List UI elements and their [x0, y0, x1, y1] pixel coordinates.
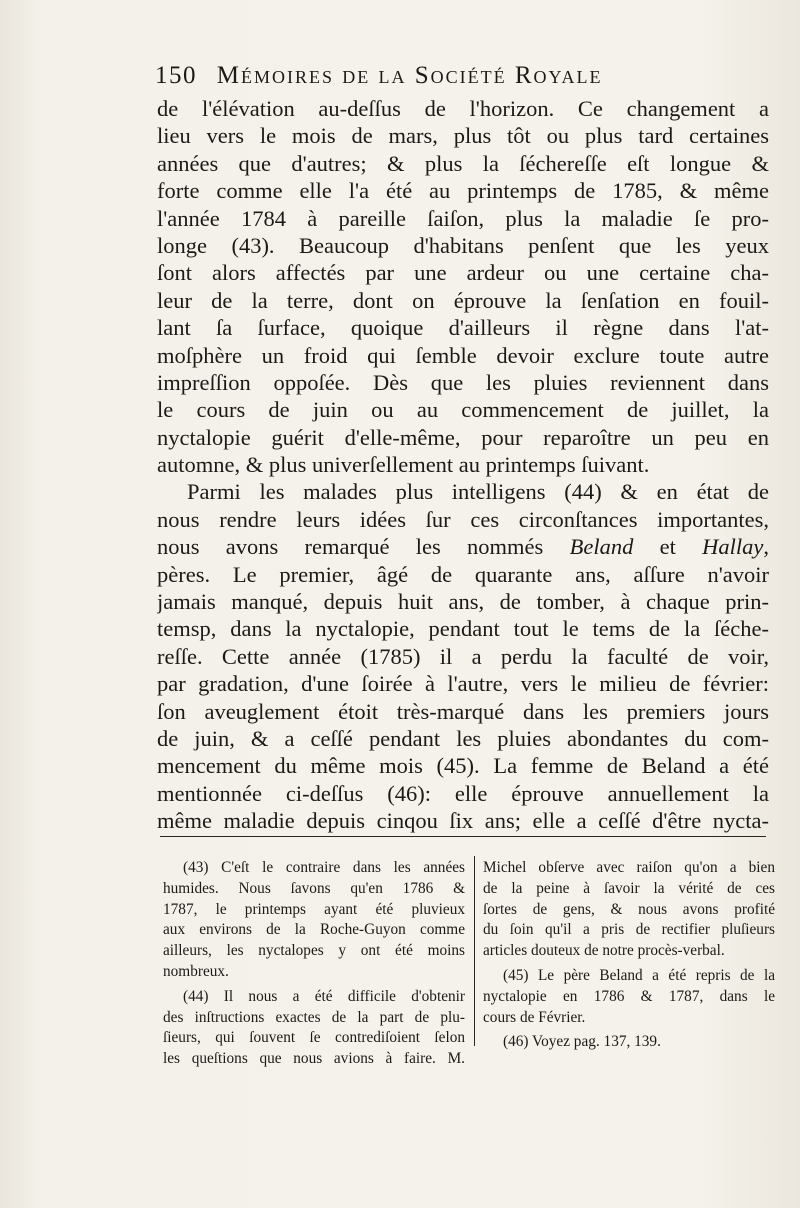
text-fragment: et [633, 534, 703, 560]
text-line: ſon aveuglement étoit très-marqué dans les premiers jours [157, 698, 769, 724]
footnote-line: ſieurs, qui ſouvent ſe contrediſoient ſelon [163, 1029, 465, 1047]
footnote-line: cours de Février. [483, 1008, 586, 1026]
footnote-line: ailleurs, les nyctalopes y ont été moins [163, 942, 465, 960]
text-line: impreſſion oppoſée. Dès que les pluies reviennent dans [157, 369, 769, 395]
footnote-line: nyctalopie en 1786 & 1787, dans le [483, 987, 775, 1005]
footnote-line: nombreux. [163, 962, 229, 980]
text-line: mentionnée ci-deſſus (46): elle éprouve annuellement la [157, 780, 769, 806]
footnote-line: 1787, le printemps ayant été pluvieux [163, 900, 465, 918]
footnote-line: articles douteux de notre procès-verbal. [483, 942, 725, 960]
text-line: temsp, dans la nyctalopie, pendant tout le tems de la ſéche- [157, 616, 769, 642]
footnote-line: (46) Voyez pag. 137, 139. [503, 1033, 661, 1051]
footnote-line: aux environs de la Roche-Guyon comme [163, 921, 465, 939]
footnotes-right-column [483, 858, 775, 1053]
text-line: de l'élévation au-deſſus de l'horizon. Ce changement a [157, 96, 769, 121]
text-line: par gradation, d'une ſoirée à l'autre, vers le milieu de février: [157, 671, 769, 697]
text-fragment: , [763, 534, 769, 560]
footnote-line: humides. Nous ſavons qu'en 1786 & [163, 879, 465, 897]
text-line: ſont alors affectés par une ardeur ou une certaine cha- [157, 260, 769, 286]
text-line: nous rendre leurs idées ſur ces circonſtances importantes, [157, 506, 769, 532]
text-line: de juin, & a ceſſé pendant les pluies abondantes du com- [157, 725, 769, 751]
page-number: 150 [155, 62, 197, 89]
text-line: nyctalopie guérit d'elle-même, pour reparoître un peu en [157, 424, 769, 450]
text-line: Parmi les malades plus intelligens (44) & en état de [187, 479, 769, 505]
text-line: lieu vers le mois de mars, plus tôt ou plus tard certaines [157, 123, 769, 149]
text-line: reſſe. Cette année (1785) il a perdu la faculté de voir, [157, 643, 769, 669]
text-line: longe (43). Beaucoup d'habitans penſent que les yeux [157, 232, 769, 258]
footnote-line: de la peine à ſavoir la vérité de ces [483, 879, 775, 897]
text-line: forte comme elle l'a été au printemps de 1785, & même [157, 178, 769, 204]
text-line: années que d'autres; & plus la ſéchereſſe eſt longue & [157, 150, 769, 176]
person-name-hallay: Hallay [702, 534, 764, 560]
footnote-line: du ſoin qu'il a pris de rectifier pluſieurs [483, 921, 775, 939]
text-line-with-names [157, 533, 769, 560]
text-line: même maladie depuis cinqou ſix ans; elle a ceſſé d'être nycta- [157, 808, 769, 834]
text-line: automne, & plus univerſellement au printemps ſuivant. [157, 452, 650, 478]
footnote-line: les queſtions que nous avions à faire. M. [163, 1050, 465, 1068]
text-line: pères. Le premier, âgé de quarante ans, aſſure n'avoir [157, 561, 769, 587]
column-divider [474, 856, 475, 1046]
footnote-line: ſortes de gens, & nous avons profité [483, 900, 775, 918]
text-line: jamais manqué, depuis huit ans, de tomber, à chaque prin- [157, 589, 769, 615]
text-fragment: nous avons remarqué les nommés [157, 534, 570, 560]
running-header [155, 62, 715, 90]
text-line: mencement du même mois (45). La femme de Beland a été [157, 753, 769, 779]
main-text [157, 95, 769, 835]
text-line: l'année 1784 à pareille ſaiſon, plus la maladie ſe pro- [157, 205, 769, 231]
text-line: moſphère un froid qui ſemble devoir exclure toute autre [157, 342, 769, 368]
running-title: Mémoires de la Société Royale [216, 62, 603, 89]
footnote-line: des inſtructions exactes de la part de plu- [163, 1008, 465, 1026]
text-line: leur de la terre, dont on éprouve la ſenſation en fouil- [157, 287, 769, 313]
text-line: le cours de juin ou au commencement de juillet, la [157, 397, 769, 423]
footnote-rule [160, 836, 766, 837]
footnote-line: Michel obſerve avec raiſon qu'on a bien [483, 859, 775, 876]
person-name-beland: Beland [569, 534, 634, 560]
text-line: lant ſa ſurface, quoique d'ailleurs il règne dans l'at- [157, 315, 769, 341]
footnotes-left-column [163, 858, 465, 1070]
footnote-line: (45) Le père Beland a été repris de la [503, 966, 775, 984]
footnote-line: (43) C'eſt le contraire dans les années [183, 859, 465, 876]
footnote-line: (44) Il nous a été difficile d'obtenir [183, 987, 465, 1005]
